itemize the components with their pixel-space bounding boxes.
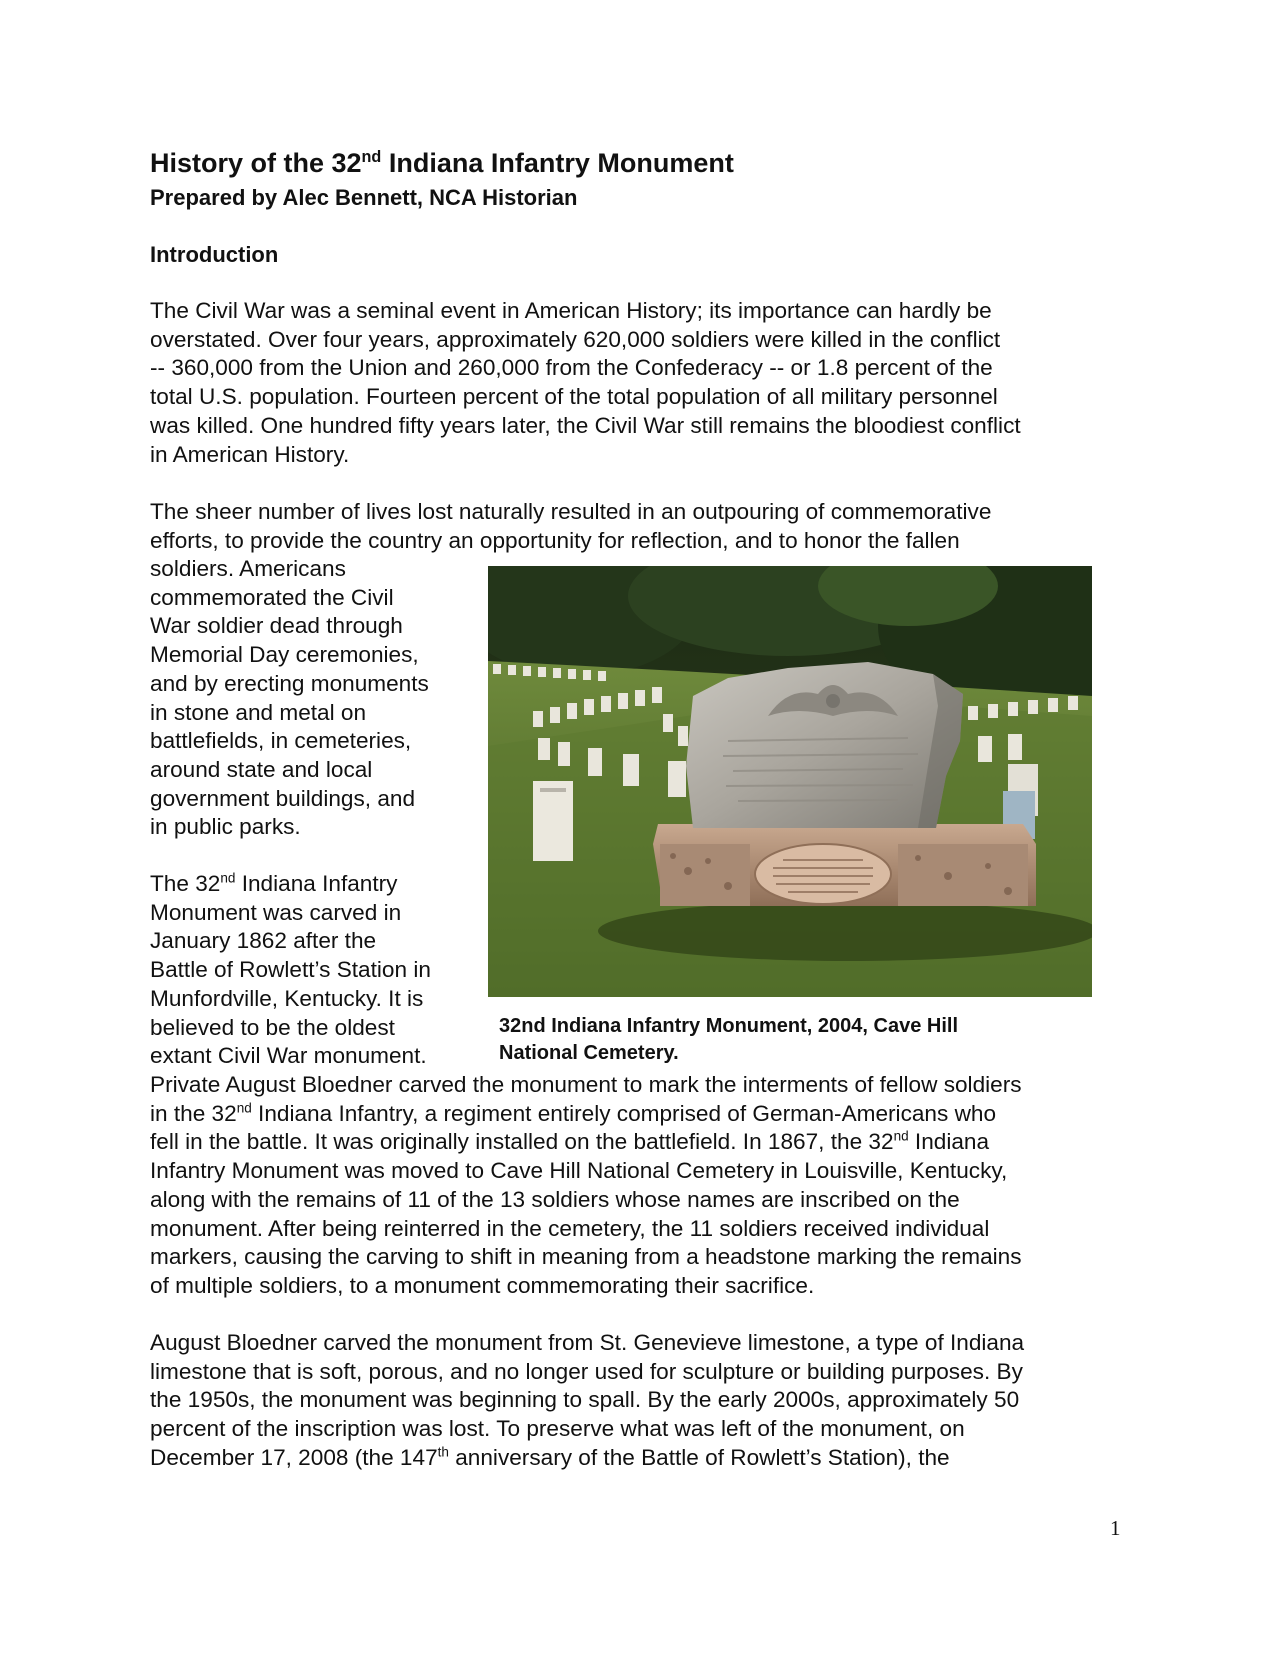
paragraph-2 (150, 498, 1150, 555)
text-line: The 32nd Indiana Infantry (150, 870, 398, 896)
text-line: in American History. (150, 441, 350, 467)
text-line: believed to be the oldest (150, 1014, 395, 1040)
text-line: limestone that is soft, porous, and no longer used for sculpture or building purposes. By (150, 1358, 1023, 1384)
section-heading-introduction: Introduction (150, 242, 279, 267)
document-subtitle: Prepared by Alec Bennett, NCA Historian (150, 185, 578, 210)
text-line: along with the remains of 11 of the 13 soldiers whose names are inscribed on the (150, 1186, 960, 1212)
text-line: in the 32nd Indiana Infantry, a regiment entirely comprised of German-Americans who (150, 1100, 997, 1126)
text-line: of multiple soldiers, to a monument commemorating their sacrifice. (150, 1272, 815, 1298)
text-line: Memorial Day ceremonies, (150, 642, 419, 668)
monument-photo-illustration (488, 566, 1092, 997)
document-title: History of the 32nd Indiana Infantry Monument (150, 148, 734, 178)
text-line: was killed. One hundred fifty years later, the Civil War still remains the bloodiest conflict (150, 412, 1021, 438)
caption-line: 32nd Indiana Infantry Monument, 2004, Cave Hill (499, 1015, 958, 1037)
text-line: The sheer number of lives lost naturally resulted in an outpouring of commemorative (150, 499, 992, 524)
text-line: commemorated the Civil (150, 584, 394, 610)
photo-caption (499, 1013, 958, 1067)
text-line: -- 360,000 from the Union and 260,000 from the Confederacy -- or 1.8 percent of the (150, 355, 993, 381)
text-line: markers, causing the carving to shift in meaning from a headstone marking the remains (150, 1244, 1022, 1270)
paragraph-2-column (150, 555, 470, 842)
text-line: January 1862 after the (150, 928, 377, 954)
text-line: government buildings, and (150, 785, 416, 811)
text-line: Private August Bloedner carved the monument to mark the interments of fellow soldiers (150, 1072, 1022, 1097)
page-number: 1 (1110, 1516, 1121, 1540)
text-line: overstated. Over four years, approximately 620,000 soldiers were killed in the conflict (150, 326, 1001, 352)
text-line: efforts, to provide the country an opportunity for reflection, and to honor the fallen (150, 527, 960, 553)
paragraph-4 (150, 1329, 1150, 1473)
paragraph-1 (150, 297, 1150, 469)
text-line: Munfordville, Kentucky. It is (150, 985, 424, 1011)
text-line: August Bloedner carved the monument from St. Genevieve limestone, a type of Indiana (150, 1330, 1025, 1355)
text-line: extant Civil War monument. (150, 1043, 427, 1069)
text-line: War soldier dead through (150, 613, 403, 639)
text-line: battlefields, in cemeteries, (150, 728, 412, 754)
monument-photo (488, 566, 1092, 997)
text-line: December 17, 2008 (the 147th anniversary of the Battle of Rowlett’s Station), the (150, 1444, 950, 1470)
text-line: The Civil War was a seminal event in American History; its importance can hardly be (150, 298, 992, 323)
text-line: soldiers. Americans (150, 556, 346, 581)
text-line: the 1950s, the monument was beginning to spall. By the early 2000s, approximately 50 (150, 1387, 1020, 1413)
text-line: percent of the inscription was lost. To preserve what was left of the monument, on (150, 1416, 965, 1442)
paragraph-3-column (150, 870, 470, 1071)
text-line: monument. After being reinterred in the cemetery, the 11 soldiers received individual (150, 1215, 990, 1241)
text-line: Infantry Monument was moved to Cave Hill National Cemetery in Louisville, Kentucky, (150, 1158, 1008, 1184)
text-line: fell in the battle. It was originally installed on the battlefield. In 1867, the 32nd Indiana (150, 1128, 990, 1155)
text-line: Battle of Rowlett’s Station in (150, 957, 431, 983)
text-line: Monument was carved in (150, 899, 402, 925)
text-line: in public parks. (150, 814, 301, 840)
text-line: total U.S. population. Fourteen percent of the total population of all military personnel (150, 384, 998, 410)
text-line: in stone and metal on (150, 699, 367, 725)
text-line: around state and local (150, 756, 373, 782)
paragraph-3 (150, 1071, 1150, 1301)
text-line: and by erecting monuments (150, 670, 429, 696)
caption-line: National Cemetery. (499, 1042, 679, 1064)
